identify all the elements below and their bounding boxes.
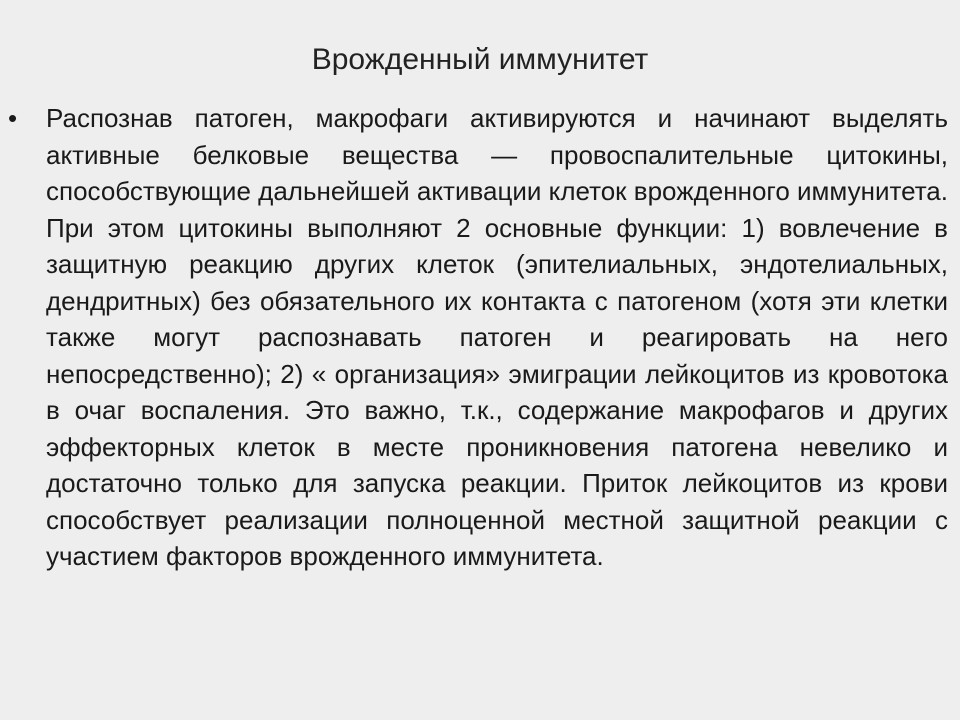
slide-title: Врожденный иммунитет <box>311 43 649 76</box>
bullet-text: Распознав патоген, макрофаги активируются и начинают выделять активные белковые вещества — провоспалительные цитокины, способствующие дальнейшей активации клеток врожденного иммунитета. При этом цитокины выполняют 2 основные функции: 1) вовлечение в защитную реакцию других клеток (эпителиальных, эндотелиальных, дендритных) без обязательного их контакта с патогеном (хотя эти клетки также могут распознавать патоген и реагировать на него непосредственно); 2) « организация» эмиграции лейкоцитов из кровотока в очаг воспаления. Это важно, т.к., содержание макрофагов и других эффекторных клеток в месте проникновения патогена невелико и достаточно только для запуска реакции. Приток лейкоцитов из крови способствует реализации полноценной местной защитной реакции с участием факторов врожденного иммунитета. <box>46 103 948 571</box>
bullet-list <box>0 100 960 575</box>
bullet-item <box>0 100 960 575</box>
bullet-marker: • <box>8 103 18 133</box>
